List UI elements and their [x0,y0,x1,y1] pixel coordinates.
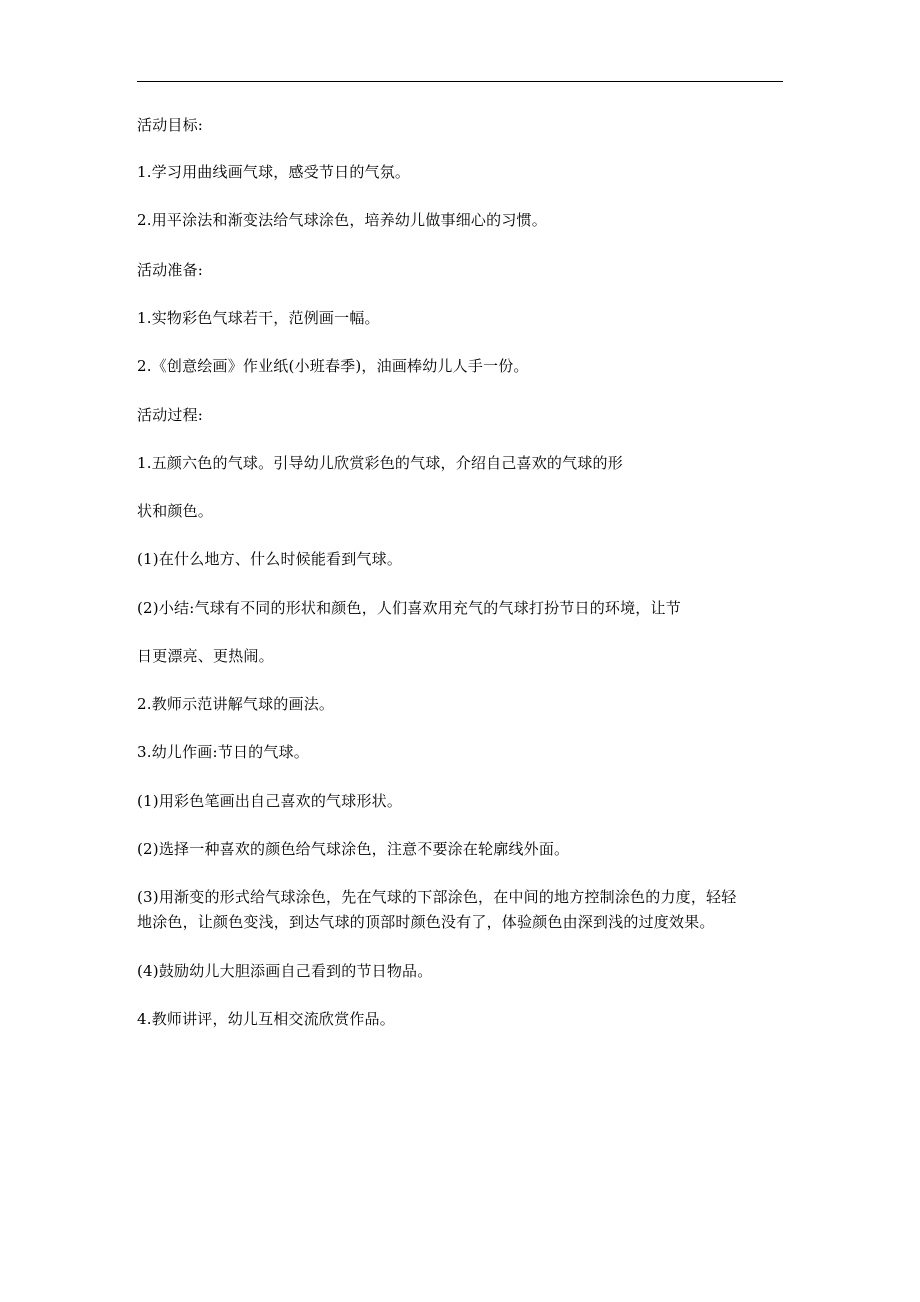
goal-item-1: 1.学习用曲线画气球，感受节日的气氛。 [137,163,411,181]
goal-item-2: 2.用平涂法和渐变法给气球涂色，培养幼儿做事细心的习惯。 [137,211,547,229]
process-step-1-sub-2-line-2: 日更漂亮、更热闹。 [137,647,274,665]
process-step-3-sub-2: (2)选择一种喜欢的颜色给气球涂色，注意不要涂在轮廓线外面。 [137,840,570,858]
process-step-4: 4.教师讲评，幼儿互相交流欣赏作品。 [137,1010,395,1028]
header-rule [137,81,783,82]
section-heading-preparation: 活动准备: [137,261,204,279]
process-step-2: 2.教师示范讲解气球的画法。 [137,695,335,713]
process-step-3-sub-1: (1)用彩色笔画出自己喜欢的气球形状。 [137,792,403,810]
preparation-item-1: 1.实物彩色气球若干，范例画一幅。 [137,309,380,327]
process-step-1-line-1: 1.五颜六色的气球。引导幼儿欣赏彩色的气球，介绍自己喜欢的气球的形 [137,454,623,472]
section-heading-goals: 活动目标: [137,116,204,134]
process-step-3-sub-4: (4)鼓励幼儿大胆添画自己看到的节日物品。 [137,962,433,980]
process-step-1-line-2: 状和颜色。 [137,502,214,520]
section-heading-process: 活动过程: [137,406,204,424]
process-step-1-sub-1: (1)在什么地方、什么时候能看到气球。 [137,550,403,568]
process-step-3-sub-3-line-2: 地涂色，让颜色变浅，到达气球的顶部时颜色没有了，体验颜色由深到浅的过度效果。 [137,913,715,931]
process-step-3: 3.幼儿作画:节日的气球。 [137,743,309,761]
process-step-1-sub-2-line-1: (2)小结:气球有不同的形状和颜色，人们喜欢用充气的气球打扮节日的环境，让节 [137,599,681,617]
preparation-item-2: 2.《创意绘画》作业纸(小班春季)，油画棒幼儿人手一份。 [137,357,529,375]
process-step-3-sub-3-line-1: (3)用渐变的形式给气球涂色，先在气球的下部涂色，在中间的地方控制涂色的力度，轻轻 [137,888,737,906]
